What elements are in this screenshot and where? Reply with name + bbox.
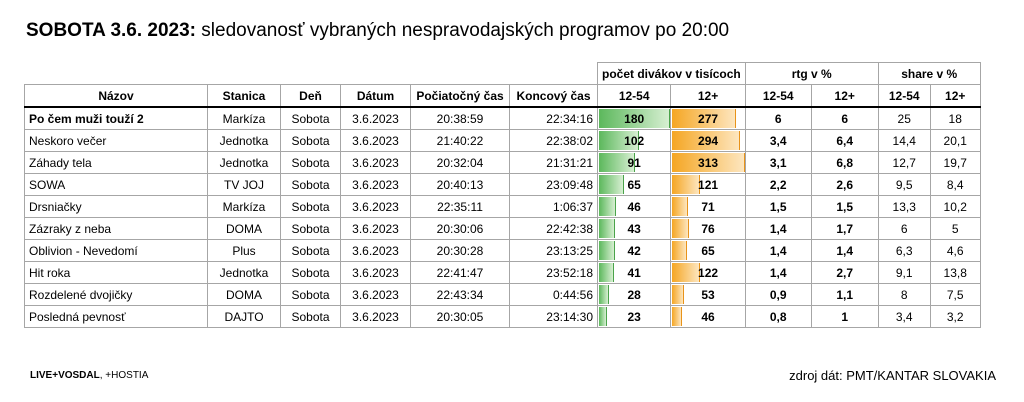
share-1254-cell: 6,3 (878, 240, 930, 262)
share-1254-cell: 3,4 (878, 306, 930, 328)
day-cell: Sobota (281, 262, 341, 284)
viewers-1254-value: 180 (624, 111, 645, 126)
table-row (25, 174, 981, 196)
date-cell: 3.6.2023 (341, 306, 411, 328)
viewers-1254-cell (598, 107, 671, 130)
share-12-cell: 3,2 (930, 306, 980, 328)
rtg-12-cell: 1,4 (811, 240, 878, 262)
viewers-12-value: 122 (698, 265, 719, 280)
station-cell: Markíza (208, 196, 281, 218)
end-time-cell: 21:31:21 (510, 152, 598, 174)
share-1254-cell: 13,3 (878, 196, 930, 218)
table-row (25, 130, 981, 152)
viewers-1254-bar (599, 197, 616, 216)
viewers-1254-value: 91 (627, 155, 641, 170)
rtg-1254-cell: 1,4 (745, 262, 811, 284)
start-time-cell: 22:43:34 (411, 284, 510, 306)
viewers-12-value: 277 (698, 111, 719, 126)
start-time-cell: 22:35:11 (411, 196, 510, 218)
rtg-12-cell: 2,6 (811, 174, 878, 196)
program-name-cell: Rozdelené dvojičky (25, 284, 208, 306)
rtg-12-cell: 6,8 (811, 152, 878, 174)
rtg-1254-cell: 1,4 (745, 218, 811, 240)
footer-note (30, 370, 148, 381)
col-share-1254: 12-54 (878, 85, 930, 108)
col-end: Koncový čas (510, 85, 598, 108)
end-time-cell: 23:09:48 (510, 174, 598, 196)
title-date: SOBOTA 3.6. 2023: (26, 20, 197, 41)
share-1254-cell: 8 (878, 284, 930, 306)
share-12-cell: 4,6 (930, 240, 980, 262)
col-viewers-1254: 12-54 (598, 85, 671, 108)
viewers-1254-cell (598, 284, 671, 306)
program-name-cell: Hit roka (25, 262, 208, 284)
viewers-12-bar (672, 263, 700, 282)
program-name-cell: Po čem muži touží 2 (25, 107, 208, 130)
day-cell: Sobota (281, 306, 341, 328)
viewers-1254-value: 41 (627, 265, 641, 280)
viewers-1254-value: 102 (624, 133, 645, 148)
viewers-12-value: 46 (701, 309, 715, 324)
share-12-cell: 8,4 (930, 174, 980, 196)
share-12-cell: 18 (930, 107, 980, 130)
program-name-cell: SOWA (25, 174, 208, 196)
viewers-1254-bar (599, 175, 624, 194)
viewers-12-value: 53 (701, 287, 715, 302)
viewers-12-cell (671, 218, 745, 240)
col-start: Počiatočný čas (411, 85, 510, 108)
col-rtg-12: 12+ (811, 85, 878, 108)
table-row (25, 196, 981, 218)
day-cell: Sobota (281, 196, 341, 218)
start-time-cell: 20:30:05 (411, 306, 510, 328)
rtg-1254-cell: 3,1 (745, 152, 811, 174)
station-cell: Jednotka (208, 262, 281, 284)
rtg-1254-cell: 0,8 (745, 306, 811, 328)
date-cell: 3.6.2023 (341, 107, 411, 130)
viewers-12-bar (672, 197, 688, 216)
viewers-1254-cell (598, 306, 671, 328)
viewers-12-bar (672, 175, 699, 194)
day-cell: Sobota (281, 174, 341, 196)
station-cell: Plus (208, 240, 281, 262)
viewers-1254-bar (599, 307, 607, 326)
viewers-12-value: 65 (701, 243, 715, 258)
station-cell: DOMA (208, 218, 281, 240)
day-cell: Sobota (281, 218, 341, 240)
col-rtg-1254: 12-54 (745, 85, 811, 108)
page-title (26, 20, 729, 42)
viewers-1254-bar (599, 219, 615, 238)
rtg-1254-cell: 2,2 (745, 174, 811, 196)
rtg-1254-cell: 0,9 (745, 284, 811, 306)
col-viewers-12: 12+ (671, 85, 745, 108)
rtg-12-cell: 6 (811, 107, 878, 130)
viewers-12-cell (671, 174, 745, 196)
program-name-cell: Zázraky z neba (25, 218, 208, 240)
viewers-12-cell (671, 130, 745, 152)
share-12-cell: 5 (930, 218, 980, 240)
program-name-cell: Neskoro večer (25, 130, 208, 152)
rtg-12-cell: 1 (811, 306, 878, 328)
share-12-cell: 13,8 (930, 262, 980, 284)
start-time-cell: 21:40:22 (411, 130, 510, 152)
table-row (25, 262, 981, 284)
rtg-12-cell: 1,5 (811, 196, 878, 218)
rtg-12-cell: 6,4 (811, 130, 878, 152)
viewers-1254-bar (599, 241, 615, 260)
date-cell: 3.6.2023 (341, 284, 411, 306)
table-row (25, 240, 981, 262)
viewers-12-value: 71 (701, 199, 715, 214)
station-cell: Jednotka (208, 130, 281, 152)
viewers-1254-value: 23 (627, 309, 641, 324)
viewers-1254-cell (598, 240, 671, 262)
viewers-12-value: 313 (698, 155, 719, 170)
viewers-12-value: 294 (698, 133, 719, 148)
viewers-1254-cell (598, 262, 671, 284)
viewers-1254-value: 43 (627, 221, 641, 236)
viewers-1254-cell (598, 130, 671, 152)
date-cell: 3.6.2023 (341, 152, 411, 174)
station-cell: TV JOJ (208, 174, 281, 196)
date-cell: 3.6.2023 (341, 262, 411, 284)
viewers-1254-cell (598, 218, 671, 240)
start-time-cell: 20:32:04 (411, 152, 510, 174)
table-row (25, 218, 981, 240)
day-cell: Sobota (281, 284, 341, 306)
viewers-12-bar (672, 219, 689, 238)
rtg-12-cell: 1,1 (811, 284, 878, 306)
program-name-cell: Záhady tela (25, 152, 208, 174)
end-time-cell: 23:14:30 (510, 306, 598, 328)
ratings-table (24, 62, 981, 328)
col-day: Deň (281, 85, 341, 108)
table-body (25, 107, 981, 328)
end-time-cell: 0:44:56 (510, 284, 598, 306)
source-note: zdroj dát: PMT/KANTAR SLOVAKIA (789, 368, 996, 383)
end-time-cell: 1:06:37 (510, 196, 598, 218)
day-cell: Sobota (281, 130, 341, 152)
share-12-cell: 19,7 (930, 152, 980, 174)
col-share-12: 12+ (930, 85, 980, 108)
share-1254-cell: 12,7 (878, 152, 930, 174)
share-1254-cell: 9,1 (878, 262, 930, 284)
viewers-12-cell (671, 196, 745, 218)
column-header-row (25, 85, 981, 108)
end-time-cell: 22:42:38 (510, 218, 598, 240)
rtg-1254-cell: 1,4 (745, 240, 811, 262)
viewers-12-value: 121 (698, 177, 719, 192)
viewers-12-value: 76 (701, 221, 715, 236)
day-cell: Sobota (281, 107, 341, 130)
rtg-1254-cell: 3,4 (745, 130, 811, 152)
date-cell: 3.6.2023 (341, 130, 411, 152)
share-group-header: share v % (878, 63, 980, 85)
station-cell: Jednotka (208, 152, 281, 174)
share-12-cell: 20,1 (930, 130, 980, 152)
viewers-12-cell (671, 306, 745, 328)
start-time-cell: 20:38:59 (411, 107, 510, 130)
end-time-cell: 22:34:16 (510, 107, 598, 130)
start-time-cell: 20:30:28 (411, 240, 510, 262)
viewers-12-cell (671, 240, 745, 262)
viewers-1254-value: 46 (627, 199, 641, 214)
station-cell: DOMA (208, 284, 281, 306)
col-station: Stanica (208, 85, 281, 108)
viewers-1254-value: 65 (627, 177, 641, 192)
viewers-12-cell (671, 284, 745, 306)
viewers-group-header: počet divákov v tisícoch (598, 63, 746, 85)
viewers-12-bar (672, 307, 682, 326)
date-cell: 3.6.2023 (341, 240, 411, 262)
viewers-12-bar (672, 241, 686, 260)
share-12-cell: 10,2 (930, 196, 980, 218)
rtg-12-cell: 1,7 (811, 218, 878, 240)
start-time-cell: 22:41:47 (411, 262, 510, 284)
viewers-1254-bar (599, 263, 614, 282)
share-1254-cell: 9,5 (878, 174, 930, 196)
rtg-12-cell: 2,7 (811, 262, 878, 284)
end-time-cell: 23:52:18 (510, 262, 598, 284)
day-cell: Sobota (281, 152, 341, 174)
end-time-cell: 22:38:02 (510, 130, 598, 152)
col-name: Názov (25, 85, 208, 108)
rtg-1254-cell: 1,5 (745, 196, 811, 218)
start-time-cell: 20:30:06 (411, 218, 510, 240)
viewers-1254-cell (598, 196, 671, 218)
title-text: sledovanosť vybraných nespravodajských programov po 20:00 (196, 20, 730, 41)
share-12-cell: 7,5 (930, 284, 980, 306)
share-1254-cell: 14,4 (878, 130, 930, 152)
viewers-1254-bar (599, 285, 609, 304)
viewers-12-cell (671, 107, 745, 130)
station-cell: Markíza (208, 107, 281, 130)
table-row (25, 284, 981, 306)
viewers-1254-value: 42 (627, 243, 641, 258)
viewers-1254-cell (598, 152, 671, 174)
viewers-1254-value: 28 (627, 287, 641, 302)
start-time-cell: 20:40:13 (411, 174, 510, 196)
day-cell: Sobota (281, 240, 341, 262)
rtg-group-header: rtg v % (745, 63, 878, 85)
station-cell: DAJTO (208, 306, 281, 328)
rtg-1254-cell: 6 (745, 107, 811, 130)
viewers-12-bar (672, 285, 683, 304)
share-1254-cell: 25 (878, 107, 930, 130)
group-header-row (25, 63, 981, 85)
share-1254-cell: 6 (878, 218, 930, 240)
date-cell: 3.6.2023 (341, 196, 411, 218)
end-time-cell: 23:13:25 (510, 240, 598, 262)
program-name-cell: Drsniačky (25, 196, 208, 218)
col-date: Dátum (341, 85, 411, 108)
viewers-12-cell (671, 152, 745, 174)
table-row (25, 306, 981, 328)
viewers-12-cell (671, 262, 745, 284)
program-name-cell: Posledná pevnosť (25, 306, 208, 328)
footer-note-rest: , +HOSTIA (99, 370, 149, 381)
date-cell: 3.6.2023 (341, 174, 411, 196)
program-name-cell: Oblivion - Nevedomí (25, 240, 208, 262)
table-row (25, 152, 981, 174)
date-cell: 3.6.2023 (341, 218, 411, 240)
footer-note-bold: LIVE+VOSDAL (30, 370, 100, 381)
table-row (25, 107, 981, 130)
viewers-1254-cell (598, 174, 671, 196)
